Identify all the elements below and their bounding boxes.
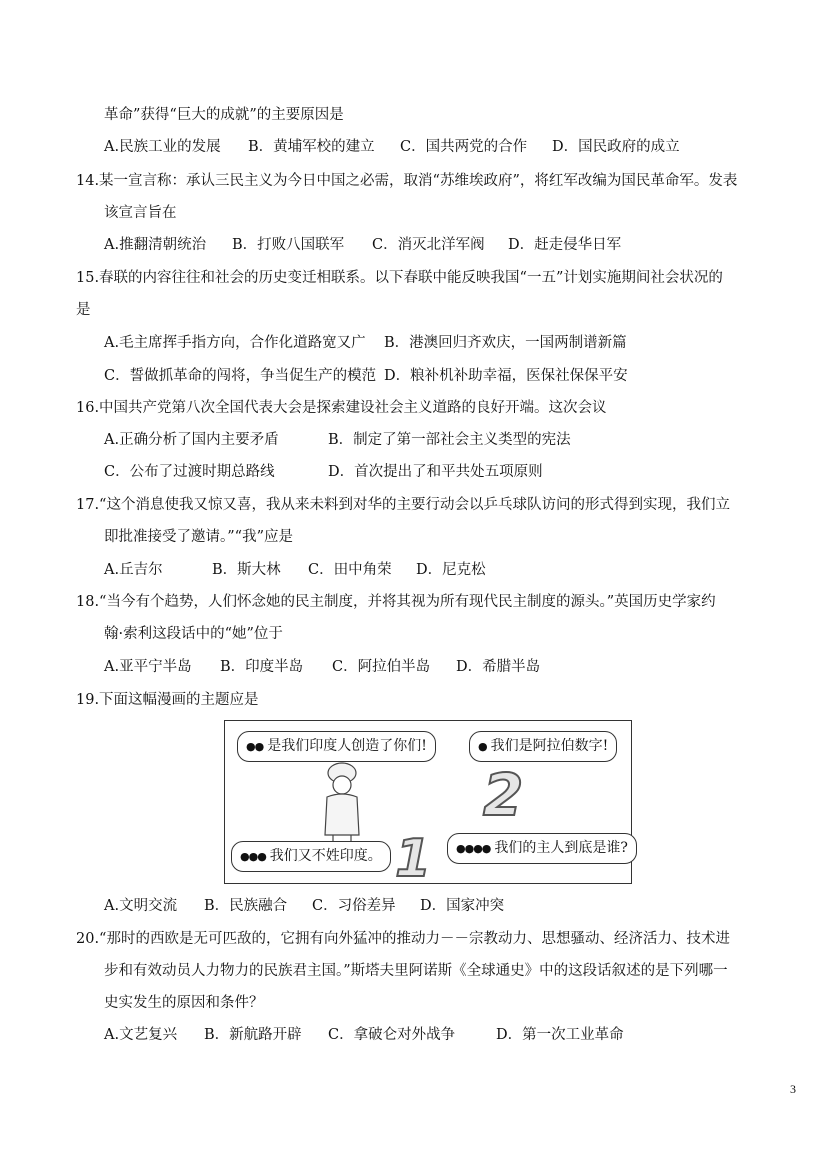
- q19-cartoon: [224, 720, 632, 889]
- q15-option-d: D．粮补机补助幸福，医保社保保平安: [384, 368, 628, 384]
- cartoon-bubble-4-text: 我们的主人到底是谁?: [494, 840, 628, 856]
- q20-option-c: C．拿破仑对外战争: [328, 1027, 456, 1043]
- q13-stem: 革命”获得“巨大的成就”的主要原因是: [104, 107, 344, 123]
- q20-option-a: A.文艺复兴: [104, 1027, 178, 1043]
- q14-stem-line-2: 该宣言旨在: [104, 205, 177, 221]
- q19-option-b: B．民族融合: [204, 898, 288, 914]
- q19-option-c: C．习俗差异: [312, 898, 396, 914]
- q18-option-b: B．印度半岛: [220, 659, 304, 675]
- q14-option-b: B．打败八国联军: [232, 237, 345, 253]
- q14-option-a: A.推翻清朝统治: [104, 237, 207, 253]
- q15-option-a: A.毛主席挥手指方向，合作化道路宽又广: [104, 335, 366, 351]
- q19-option-a: A.文明交流: [104, 898, 178, 914]
- q16-option-c: C．公布了过渡时期总路线: [104, 464, 275, 480]
- cartoon-bubble-1: [237, 731, 436, 762]
- page-number: 3: [790, 1082, 796, 1096]
- q17-stem-line-2: 即批准接受了邀请。”“我”应是: [104, 529, 293, 545]
- q16-option-b: B．制定了第一部社会主义类型的宪法: [328, 432, 571, 448]
- q13-option-b: B．黄埔军校的建立: [248, 139, 375, 155]
- q16-stem: 16.中国共产党第八次全国代表大会是探索建设社会主义道路的良好开端。这次会议: [76, 400, 607, 416]
- q17-option-a: A.丘吉尔: [104, 562, 163, 578]
- two-dots-icon: ●●: [246, 740, 264, 753]
- q18-stem-line-2: 翰·索利这段话中的“她”位于: [104, 626, 283, 642]
- q17-option-d: D．尼克松: [416, 562, 486, 578]
- cartoon-bubble-3-text: 我们又不姓印度。: [269, 848, 382, 864]
- cartoon-indian-figure: [313, 761, 371, 843]
- q19-option-d: D．国家冲突: [420, 898, 505, 914]
- q20-stem-line-1: 20.“那时的西欧是无可匹敌的，它拥有向外猛冲的推动力－－宗教动力、思想骚动、经济活力、技术进: [76, 931, 730, 947]
- q14-stem-line-1: 14.某一宣言称：承认三民主义为今日中国之必需，取消“苏维埃政府”，将红军改编为国民革命军。发表: [76, 173, 738, 189]
- q18-option-c: C．阿拉伯半岛: [332, 659, 431, 675]
- q14-option-d: D．赶走侵华日军: [508, 237, 622, 253]
- three-dots-icon: ●●●: [240, 850, 266, 863]
- q16-option-a: A.正确分析了国内主要矛盾: [104, 432, 279, 448]
- q19-stem: 19.下面这幅漫画的主题应是: [76, 692, 259, 708]
- q18-option-a: A.亚平宁半岛: [104, 659, 192, 675]
- q17-stem-line-1: 17.“这个消息使我又惊又喜，我从来未料到对华的主要行动会以乒乓球队访问的形式得到实现，我们立: [76, 497, 730, 513]
- q13-option-d: D．国民政府的成立: [552, 139, 680, 155]
- cartoon-bubble-2-text: 我们是阿拉伯数字!: [490, 738, 609, 754]
- q13-option-c: C．国共两党的合作: [400, 139, 528, 155]
- q15-option-c: C．誓做抓革命的闯将，争当促生产的模范: [104, 368, 377, 384]
- q15-option-b: B．港澳回归齐欢庆，一国两制谱新篇: [384, 335, 627, 351]
- q15-stem-line-1: 15.春联的内容往往和社会的历史变迁相联系。以下春联中能反映我国“一五”计划实施期间社会状况的: [76, 270, 723, 286]
- q18-stem-line-1: 18.“当今有个趋势，人们怀念她的民主制度，并将其视为所有现代民主制度的源头。”英国历史学家约: [76, 594, 716, 610]
- q20-option-d: D．第一次工业革命: [496, 1027, 624, 1043]
- cartoon-digit-one: 1: [395, 829, 432, 889]
- cartoon-bubble-4: [447, 833, 637, 864]
- q17-option-b: B．斯大林: [212, 562, 281, 578]
- cartoon-digit-two: 2: [483, 761, 524, 829]
- four-dots-icon: ●●●●: [456, 842, 491, 855]
- q20-stem-line-3: 史实发生的原因和条件？: [104, 995, 264, 1011]
- q20-stem-line-2: 步和有效动员人力物力的民族君主国。”斯塔夫里阿诺斯《全球通史》中的这段话叙述的是下列哪一: [104, 963, 728, 979]
- q14-option-c: C．消灭北洋军阀: [372, 237, 485, 253]
- cartoon-bubble-2: [469, 731, 617, 762]
- q13-option-a: A.民族工业的发展: [104, 139, 221, 155]
- q15-stem-line-2: 是: [76, 302, 91, 318]
- q18-option-d: D．希腊半岛: [456, 659, 541, 675]
- q16-option-d: D．首次提出了和平共处五项原则: [328, 464, 543, 480]
- cartoon-bubble-3: [231, 841, 391, 872]
- cartoon-bubble-1-text: 是我们印度人创造了你们!: [267, 738, 427, 754]
- q20-option-b: B．新航路开辟: [204, 1027, 302, 1043]
- one-dot-icon: ●: [478, 740, 487, 753]
- q17-option-c: C．田中角荣: [308, 562, 392, 578]
